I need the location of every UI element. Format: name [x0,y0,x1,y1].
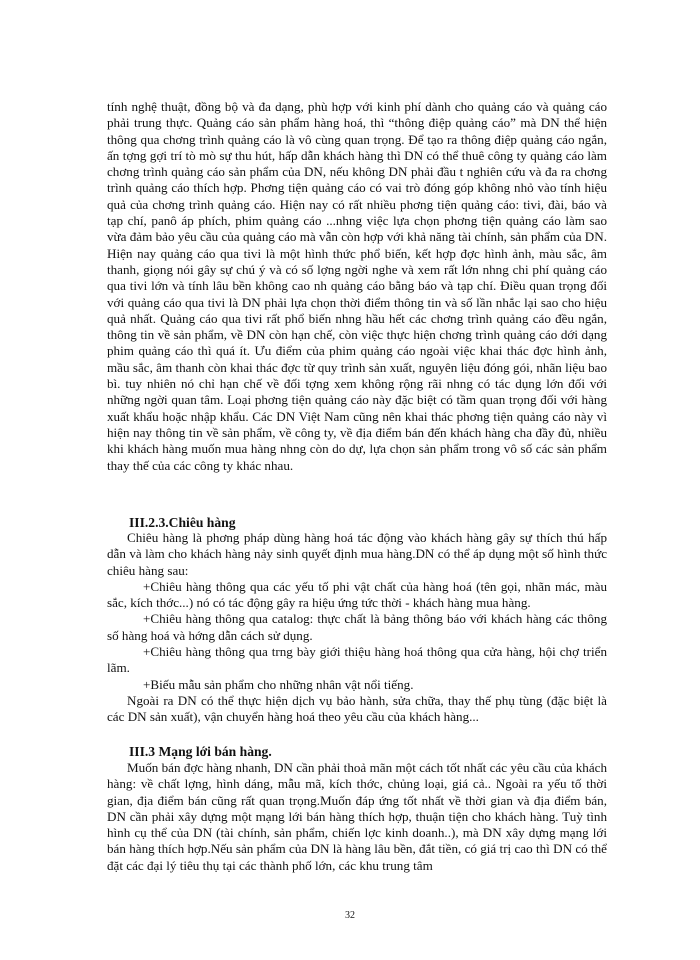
page-number: 32 [345,910,355,921]
chieu-hang-item-1: +Chiêu hàng thông qua các yếu tố phi vật chất của hàng hoá (tên gọi, nhãn mác, màu sắc, kích thớc...) nó có tác động gây ra hiệu ứng tức thời - khách hàng mua hàng. [107,578,607,611]
section-2-3-intro: Chiêu hàng là phơng pháp dùng hàng hoá tác động vào khách hàng gây sự thích thú hấp dẫn và làm cho khách hàng nảy sinh quyết định mua hàng.DN có thể áp dụng một số hình thức chiêu hàng sau: [107,530,607,578]
section-3-body-block [107,760,607,874]
intro-paragraph-block [107,99,607,474]
section-2-3-heading: III.2.3.Chiêu hàng [129,515,236,530]
section-2-3-body [107,530,607,726]
chieu-hang-item-2: +Chiêu hàng thông qua catalog: thực chất là bảng thông báo với khách hàng các thông số hàng hoá và hớng dẫn cách sử dụng. [107,611,607,643]
section-2-3-closing: Ngoài ra DN có thể thực hiện dịch vụ bảo hành, sửa chữa, thay thế phụ tùng (đặc biệt là các DN sản xuất), vận chuyển hàng hoá theo yêu cầu của khách hàng... [107,692,607,725]
chieu-hang-item-4: +Biếu mẫu sản phẩm cho những nhân vật nổi tiếng. [143,676,414,692]
section-3-body: Muốn bán đợc hàng nhanh, DN cần phải thoả mãn một cách tốt nhất các yêu cầu của khách hàng: về chất lợng, hình dáng, mẫu mã, kích thớc, chủng loại, giá cả.. Ngoài ra yếu tố thời gian, địa điểm bán cũng rất quan trọng.Muốn đáp ứng tốt nhất về thời gian và địa điểm bán, DN cần phải xây dựng một mạng lới bán hàng thích hợp, thuận tiện cho khách hàng. Tuỳ tình hình cụ thể của DN (tài chính, sản phẩm, chiến lợc kinh doanh..), mà DN xây dựng mạng lới bán hàng thích hợp.Nếu sản phẩm của DN là hàng lâu bền, đắt tiền, có giá trị cao thì DN có thể đặt các đại lý tiêu thụ tại các thành phố lớn, các khu trung tâm [107,760,607,873]
chieu-hang-item-3: +Chiêu hàng thông qua trng bày giới thiệu hàng hoá thông qua cửa hàng, hội chợ triển lãm. [107,644,607,676]
section-3-heading: III.3 Mạng lới bán hàng. [129,744,272,759]
intro-paragraph: tính nghệ thuật, đồng bộ và đa dạng, phù hợp với kinh phí dành cho quảng cáo và quảng cáo phải trung thực. Quảng cáo sản phẩm hàng hoá, thì “thông điệp quảng cáo” mà DN thể hiện thông qua chơng trình quảng cáo là vô cùng quan trọng. Để tạo ra thông điệp quảng cáo ngắn, ấn tợng gợi trí tò mò sự thu hút, hấp dẫn khách hàng thì DN có thể thuê công ty quảng cáo làm chơng trình quảng cáo sản phẩm của DN, nếu không DN phải đầu t nghiên cứu và đa ra chơng trình quảng cáo thích hợp. Phơng tiện quảng cáo có vai trò đóng góp không nhỏ vào tính hiệu quả của chơng trình quảng cáo. Hiện nay có rất nhiều phơng tiện quảng cáo: tivi, đài, báo và tạp chí, panô áp phích, phim quảng cáo ...nhng việc lựa chọn phơng tiện quảng cáo làm sao vừa đảm bảo yêu cầu của quảng cáo mà vẫn còn hợp với khả năng tài chính, sản phẩm của DN. Hiện nay quảng cáo qua tivi là một hình thức phổ biến, kết hợp đợc hình ảnh, màu sắc, âm thanh, giọng nói gây sự chú ý và có số lợng ngời nghe và xem rất lớn nhng chi phí quảng cáo qua tivi lớn và tính lâu bền không cao nh quảng cáo bằng báo và tạp chí. Điều quan trọng đối với quảng cáo qua tivi là DN phải lựa chọn thời điểm thông tin và số lần nhắc lại sao cho hiệu quả nhất. Quảng cáo qua tivi rất phổ biến nhng hầu hết các chơng trình quảng cáo đều ngắn, thông tin về sản phẩm, về DN còn hạn chế, còn việc thực hiện chơng trình quảng cáo dới dạng phim quảng cáo thì quá ít. Ưu điểm của phim quảng cáo ngoài việc khai thác đợc hình ảnh, mầu sắc, âm thanh còn khai thác đợc từ quy trình sản xuất, nguyên liệu đóng gói, nhãn liệu bao bì. tuy nhiên nó chỉ hạn chế về đối tợng xem không rộng rãi nhng có tác dụng lớn đối với những ngời quan tâm. Loại phơng tiện quảng cáo này đặc biệt có tầm quan trọng đối với hàng xuất khẩu hoặc nhập khẩu. Các DN Việt Nam cũng nên khai thác phơng tiện quảng cáo này vì hiện nay thông tin về sản phẩm, về công ty, về địa điểm bán đến khách hàng cha đầy đủ, nhiều khi khách hàng muốn mua hàng nhng còn do dự, lựa chọn sản phẩm trong vô số các sản phẩm thay thế của các công ty khác nhau. [107,99,607,473]
